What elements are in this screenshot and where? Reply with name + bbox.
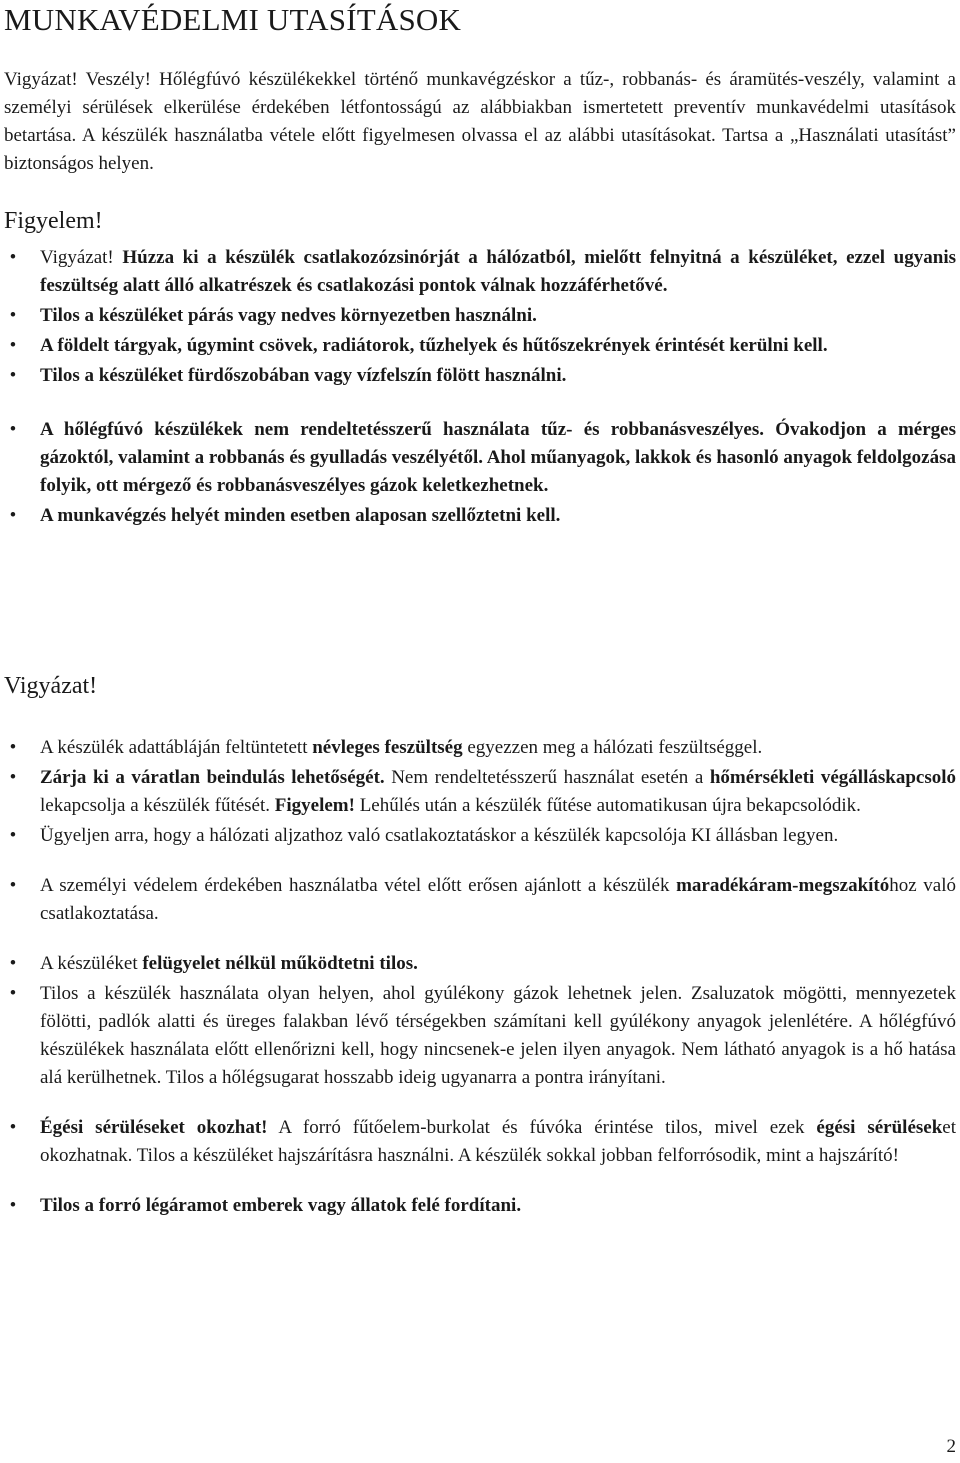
page-title: MUNKAVÉDELMI UTASÍTÁSOK [4, 2, 462, 37]
bullet-icon: • [9, 335, 17, 356]
list-item: • Égési sérüléseket okozhat! A forró fűtőelem-burkolat és fúvóka érintése tilos, mivel ezek égési sérüléseket okozhatnak. Tilos a készüléket hajszárításra használni. A készülék sokkal jobban felforrósodik, mint a hajszárító! [0, 1114, 960, 1170]
bullet-icon: • [9, 1195, 17, 1216]
bullet-icon: • [9, 875, 17, 896]
bullet-icon: • [9, 247, 17, 268]
list-item: • Zárja ki a váratlan beindulás lehetőségét. Nem rendeltetésszerű használat esetén a hőmérsékleti végálláskapcsoló lekapcsolja a készülék fűtését. Figyelem! Lehűlés után a készülék fűtése automatikusan újra bekapcsolódik. [0, 764, 960, 820]
bullet-icon: • [9, 419, 17, 440]
section-heading-warning: Vigyázat! [4, 673, 98, 699]
bullet-icon: • [9, 953, 17, 974]
list-item: • A készüléket felügyelet nélkül működtetni tilos. [0, 950, 960, 978]
list-item: • A munkavégzés helyét minden esetben alaposan szellőztetni kell. [0, 502, 960, 530]
list-item: • Vigyázat! Húzza ki a készülék csatlakozózsinórját a hálózatból, mielőtt felnyitná a készüléket, ezzel ugyanis feszültség alatt álló alkatrészek és csatlakozási pontok válnak hozzáférhetővé. [0, 244, 960, 300]
bullet-icon: • [9, 1117, 17, 1138]
list-item: • Tilos a készüléket fürdőszobában vagy vízfelszín fölött használni. [0, 362, 960, 390]
bullet-icon: • [9, 767, 17, 788]
bullet-icon: • [9, 365, 17, 386]
list-item: • Tilos a forró légáramot emberek vagy állatok felé fordítani. [0, 1192, 960, 1220]
list-item: • Tilos a készüléket párás vagy nedves környezetben használni. [0, 302, 960, 330]
list-item: • A hőlégfúvó készülékek nem rendeltetésszerű használata tűz- és robbanásveszélyes. Óvakodjon a mérges gázoktól, valamint a robbanás és gyulladás veszélyétől. Ahol műanyagok, lakkok és hasonló anyagok feldolgozása folyik, ott mérgező és robbanásveszélyes gázok keletkezhetnek. [0, 416, 960, 500]
warning-list [0, 734, 960, 1220]
bullet-icon: • [9, 825, 17, 846]
bullet-icon: • [9, 505, 17, 526]
list-item: • Tilos a készülék használata olyan helyen, ahol gyúlékony gázok lehetnek jelen. Zsaluzatok mögötti, mennyezetek fölötti, padlók alatti és üreges falakban lévő térségekben számítani kell gyúlékony anyagok jelenlétére. A hőlégfúvó készülékek használata előtt ellenőrizni kell, hogy nincsenek-e jelen ilyen anyagok. Nem látható anyagok is a hő hatása alá kerülhetnek. Tilos a hőlégsugarat hosszabb ideig ugyanarra a pontra irányítani. [0, 980, 960, 1092]
list-item: • A személyi védelem érdekében használatba vétel előtt erősen ajánlott a készülék maradékáram-megszakítóhoz való csatlakoztatása. [0, 872, 960, 928]
page-number: 2 [946, 1436, 956, 1457]
bullet-icon: • [9, 737, 17, 758]
attention-list [0, 244, 960, 530]
bullet-icon: • [9, 983, 17, 1004]
intro-text: Hőlégfúvó készülékekkel történő munkavégzéskor a tűz-, robbanás- és áramütés-veszély, valamint a személyi sérülések elkerülése érdekében létfontosságú az alábbiakban ismertetett preventív munkavédelmi utasítások betartása. A készülék használatba vétele előtt figyelmesen olvassa el az alábbi utasításokat. Tartsa a „Használati utasítást” biztonságos helyen. [4, 69, 956, 174]
intro-paragraph [4, 66, 956, 178]
bullet-icon: • [9, 305, 17, 326]
intro-warning: Vigyázat! Veszély! [4, 69, 151, 90]
list-item: • A készülék adattábláján feltüntetett névleges feszültség egyezzen meg a hálózati feszültséggel. [0, 734, 960, 762]
list-item: • A földelt tárgyak, úgymint csövek, radiátorok, tűzhelyek és hűtőszekrények érintését kerülni kell. [0, 332, 960, 360]
section-heading-attention: Figyelem! [4, 208, 103, 234]
list-item: • Ügyeljen arra, hogy a hálózati aljzathoz való csatlakoztatáskor a készülék kapcsolója KI állásban legyen. [0, 822, 960, 850]
